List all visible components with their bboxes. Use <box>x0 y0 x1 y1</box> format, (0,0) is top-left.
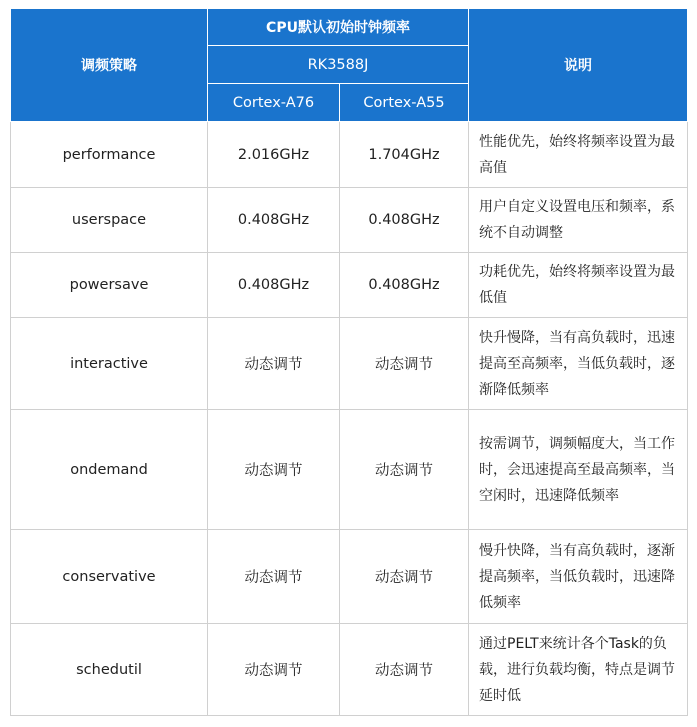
a55-freq-cell: 1.704GHz <box>340 122 469 188</box>
a76-freq-cell: 0.408GHz <box>208 253 340 318</box>
description-cell: 用户自定义设置电压和频率，系统不自动调整 <box>469 188 688 253</box>
description-cell: 快升慢降，当有高负载时，迅速提高至高频率，当低负载时，逐渐降低频率 <box>469 318 688 410</box>
strategy-cell: performance <box>11 122 208 188</box>
cpu-frequency-table <box>10 8 688 716</box>
a55-freq-cell: 0.408GHz <box>340 188 469 253</box>
strategy-cell: ondemand <box>11 410 208 530</box>
a76-freq-cell: 动态调节 <box>208 410 340 530</box>
a55-freq-cell: 动态调节 <box>340 530 469 624</box>
description-cell: 慢升快降，当有高负载时，逐渐提高频率，当低负载时，迅速降低频率 <box>469 530 688 624</box>
a55-freq-cell: 动态调节 <box>340 410 469 530</box>
table-row <box>11 624 688 716</box>
strategy-cell: powersave <box>11 253 208 318</box>
header-core-a55: Cortex-A55 <box>340 84 469 122</box>
strategy-cell: schedutil <box>11 624 208 716</box>
table-container <box>10 8 687 716</box>
table-row <box>11 410 688 530</box>
table-row <box>11 188 688 253</box>
header-core-a76: Cortex-A76 <box>208 84 340 122</box>
header-chip: RK3588J <box>208 46 469 84</box>
table-row <box>11 530 688 624</box>
a55-freq-cell: 动态调节 <box>340 624 469 716</box>
header-description: 说明 <box>469 9 688 122</box>
a76-freq-cell: 动态调节 <box>208 624 340 716</box>
strategy-cell: interactive <box>11 318 208 410</box>
a76-freq-cell: 动态调节 <box>208 530 340 624</box>
strategy-cell: userspace <box>11 188 208 253</box>
description-cell: 通过PELT来统计各个Task的负载，进行负载均衡，特点是调节延时低 <box>469 624 688 716</box>
table-row <box>11 253 688 318</box>
a55-freq-cell: 0.408GHz <box>340 253 469 318</box>
table-row <box>11 122 688 188</box>
a76-freq-cell: 2.016GHz <box>208 122 340 188</box>
a55-freq-cell: 动态调节 <box>340 318 469 410</box>
header-default-freq: CPU默认初始时钟频率 <box>208 9 469 46</box>
description-cell: 功耗优先，始终将频率设置为最低值 <box>469 253 688 318</box>
header-strategy: 调频策略 <box>11 9 208 122</box>
a76-freq-cell: 动态调节 <box>208 318 340 410</box>
description-cell: 性能优先，始终将频率设置为最高值 <box>469 122 688 188</box>
strategy-cell: conservative <box>11 530 208 624</box>
a76-freq-cell: 0.408GHz <box>208 188 340 253</box>
description-cell: 按需调节，调频幅度大，当工作时，会迅速提高至最高频率，当空闲时，迅速降低频率 <box>469 410 688 530</box>
table-row <box>11 318 688 410</box>
